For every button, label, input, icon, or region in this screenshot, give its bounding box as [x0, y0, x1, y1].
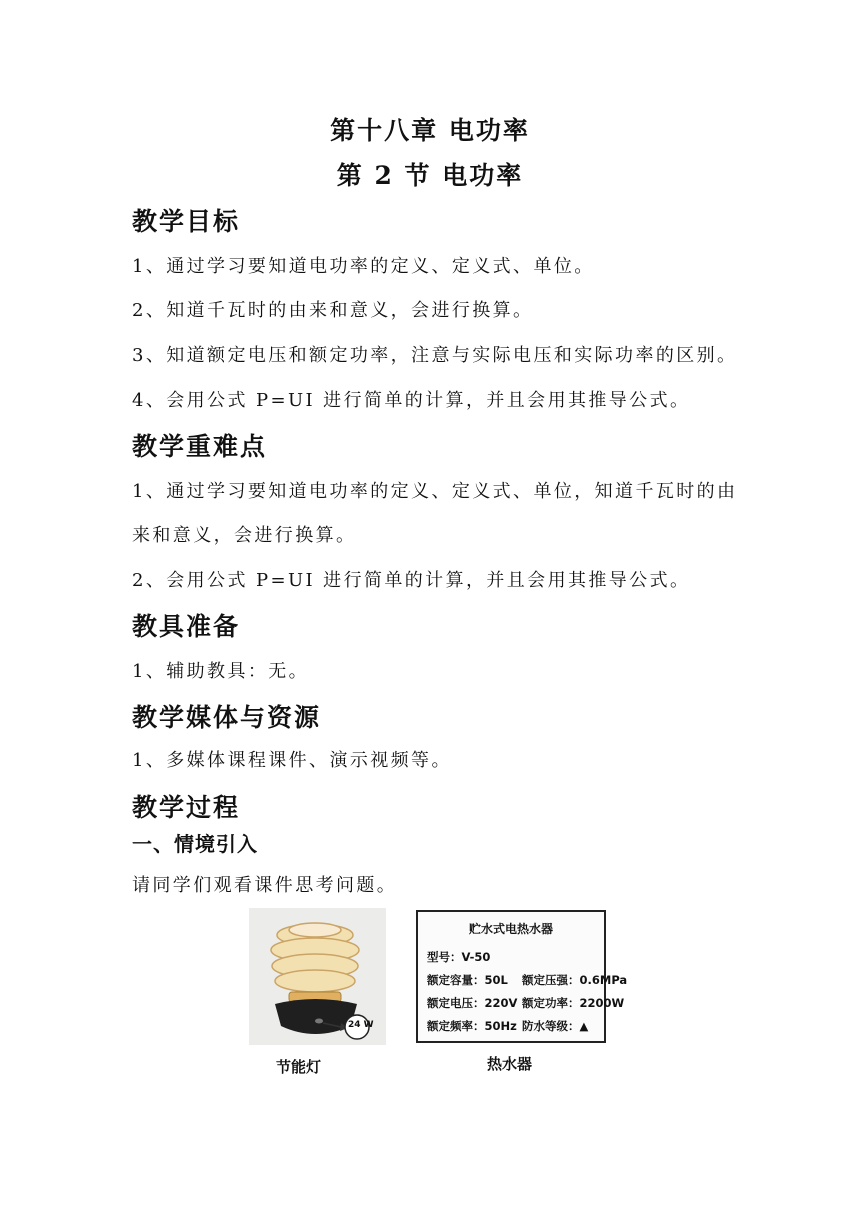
- media-heading: 教学媒体与资源: [132, 703, 322, 732]
- section-title: 第 2 节 电功率: [336, 161, 524, 190]
- key-point-line: 2、会用公式 P=UI 进行简单的计算，并且会用其推导公式。: [132, 570, 691, 591]
- lamp-power-badge: 24 W: [348, 1020, 374, 1030]
- nameplate-capacity: 额定容量：50L: [427, 973, 508, 987]
- nameplate-voltage: 额定电压：220V: [427, 996, 518, 1010]
- nameplate-pressure: 额定压强：0.6MPa: [522, 973, 628, 987]
- objectives-heading: 教学目标: [132, 207, 241, 236]
- process-subheading: 一、情境引入: [132, 832, 258, 856]
- nameplate-model: 型号：V-50: [427, 950, 491, 964]
- objective-item: 1、通过学习要知道电功率的定义、定义式、单位。: [132, 256, 595, 277]
- key-point-line: 来和意义，会进行换算。: [132, 525, 357, 546]
- media-item: 1、多媒体课程课件、演示视频等。: [132, 750, 452, 771]
- heater-caption: 热水器: [487, 1055, 533, 1073]
- equipment-heading: 教具准备: [132, 612, 241, 641]
- chapter-title: 第十八章 电功率: [330, 116, 530, 145]
- water-heater-nameplate: [416, 910, 628, 1043]
- objective-item: 3、知道额定电压和额定功率，注意与实际电压和实际功率的区别。: [132, 345, 738, 366]
- nameplate-row: [427, 972, 628, 988]
- nameplate-power: 额定功率：2200W: [522, 996, 625, 1010]
- energy-saving-lamp-image: [249, 908, 386, 1045]
- process-heading: 教学过程: [132, 793, 241, 822]
- nameplate-row: [427, 995, 625, 1011]
- nameplate-waterproof: 防水等级：▲: [522, 1019, 589, 1033]
- key-point-line: 1、通过学习要知道电功率的定义、定义式、单位，知道千瓦时的由: [132, 481, 738, 502]
- objective-item: 4、会用公式 P=UI 进行简单的计算，并且会用其推导公式。: [132, 390, 691, 411]
- nameplate-row: [427, 949, 490, 965]
- nameplate-row: [427, 1018, 589, 1034]
- process-text: 请同学们观看课件思考问题。: [132, 875, 398, 896]
- key-points-heading: 教学重难点: [132, 432, 268, 461]
- equipment-item: 1、辅助教具：无。: [132, 661, 310, 682]
- objective-item: 2、知道千瓦时的由来和意义，会进行换算。: [132, 300, 534, 321]
- lamp-caption: 节能灯: [276, 1058, 322, 1076]
- nameplate-title: 贮水式电热水器: [468, 922, 553, 936]
- nameplate-frequency: 额定频率：50Hz: [427, 1019, 517, 1033]
